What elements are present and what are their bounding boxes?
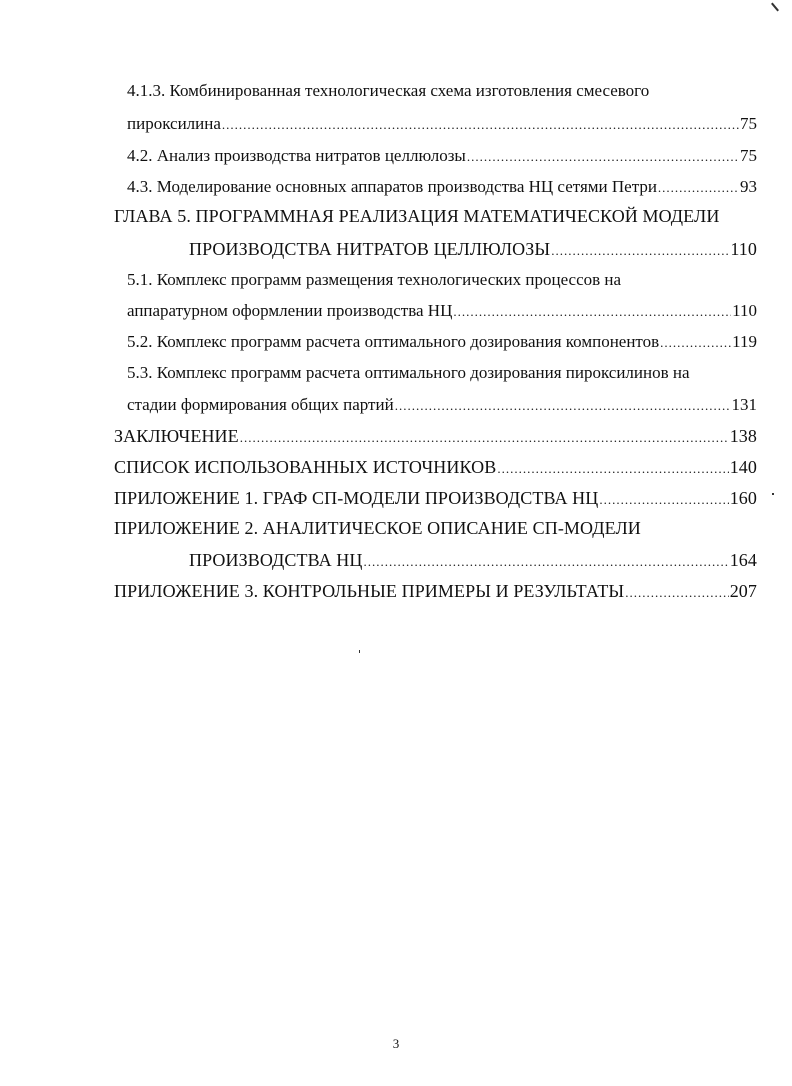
toc-entry-5-2: [127, 333, 757, 350]
toc-entry-text: пироксилина: [127, 114, 221, 133]
toc-entry-text: ПРОИЗВОДСТВА НЦ: [189, 550, 363, 570]
toc-entry-5-3-line1: [127, 364, 757, 381]
toc-entry-text: 5.2. Комплекс программ расчета оптимального дозирования компонентов: [127, 332, 660, 351]
toc-dot-leader: [497, 462, 728, 475]
page-number: 3: [392, 1036, 400, 1051]
toc-entry-text: аппаратурном оформлении производства НЦ: [127, 301, 453, 320]
toc-dot-leader: [599, 493, 728, 506]
toc-appendix-2-line1: [114, 519, 757, 537]
toc-entry-text: ПРИЛОЖЕНИЕ 1. ГРАФ СП-МОДЕЛИ ПРОИЗВОДСТВА НЦ: [114, 488, 599, 508]
toc-page-number: 119: [732, 332, 757, 351]
toc-entry-text: стадии формирования общих партий: [127, 395, 394, 414]
toc-entry-5-1-line2: [127, 302, 757, 319]
toc-page-number: 75: [740, 146, 757, 165]
toc-page-number: 93: [740, 177, 757, 196]
toc-page-number: 110: [730, 239, 757, 259]
toc-entry-text: СПИСОК ИСПОЛЬЗОВАННЫХ ИСТОЧНИКОВ: [114, 457, 497, 477]
scan-speck: [359, 650, 360, 653]
toc-page-number: 160: [729, 488, 757, 508]
toc-entry-4-2: [127, 147, 757, 164]
toc-appendix-2-line2: [189, 551, 757, 569]
toc-entry-4-3: [127, 178, 757, 195]
toc-dot-leader: [658, 181, 739, 194]
scan-speck: [772, 493, 774, 495]
toc-page-number: 164: [729, 550, 757, 570]
toc-dot-leader: [625, 586, 728, 599]
toc-entry-5-3-line2: [127, 396, 757, 413]
toc-entry-4-1-3-line2: [127, 115, 757, 132]
toc-page-number: 110: [732, 301, 757, 320]
toc-chapter-5-line1: [114, 207, 757, 225]
toc-entry-5-1-line1: [127, 271, 757, 288]
toc-entry-text: ЗАКЛЮЧЕНИЕ: [114, 426, 239, 446]
toc-page-number: 207: [729, 581, 757, 601]
toc-entry-text: ПРИЛОЖЕНИЕ 2. АНАЛИТИЧЕСКОЕ ОПИСАНИЕ СП-МОДЕЛИ: [114, 518, 641, 538]
toc-sources: [114, 458, 757, 476]
toc-dot-leader: [364, 555, 729, 568]
scan-mark-top-right: [771, 3, 779, 12]
toc-entry-text: 4.1.3. Комбинированная технологическая схема изготовления смесевого: [127, 81, 650, 100]
toc-appendix-3: [114, 582, 757, 600]
toc-entry-text: 5.3. Комплекс программ расчета оптимального дозирования пироксилинов на: [127, 363, 690, 382]
toc-page-number: 75: [740, 114, 757, 133]
toc-entry-text: 4.2. Анализ производства нитратов целлюлозы: [127, 146, 466, 165]
toc-dot-leader: [395, 399, 731, 412]
toc-chapter-5-line2: [189, 240, 757, 258]
toc-appendix-1: [114, 489, 757, 507]
toc-entry-4-1-3-line1: [127, 82, 757, 99]
toc-page-number: 131: [731, 395, 757, 414]
toc-dot-leader: [660, 336, 731, 349]
toc-page-number: 140: [729, 457, 757, 477]
toc-entry-text: ПРИЛОЖЕНИЕ 3. КОНТРОЛЬНЫЕ ПРИМЕРЫ И РЕЗУЛЬТАТЫ: [114, 581, 625, 601]
toc-entry-text: 4.3. Моделирование основных аппаратов производства НЦ сетями Петри: [127, 177, 657, 196]
toc-dot-leader: [453, 305, 731, 318]
toc-dot-leader: [551, 244, 729, 257]
toc-entry-text: ГЛАВА 5. ПРОГРАММНАЯ РЕАЛИЗАЦИЯ МАТЕМАТИЧЕСКОЙ МОДЕЛИ: [114, 206, 720, 226]
toc-page-number: 138: [729, 426, 757, 446]
toc-entry-text: 5.1. Комплекс программ размещения технологических процессов на: [127, 270, 622, 289]
toc-dot-leader: [222, 118, 739, 131]
toc-entry-text: ПРОИЗВОДСТВА НИТРАТОВ ЦЕЛЛЮЛОЗЫ: [189, 239, 551, 259]
toc-dot-leader: [467, 150, 739, 163]
toc-dot-leader: [240, 431, 729, 444]
toc-conclusion: [114, 427, 757, 445]
